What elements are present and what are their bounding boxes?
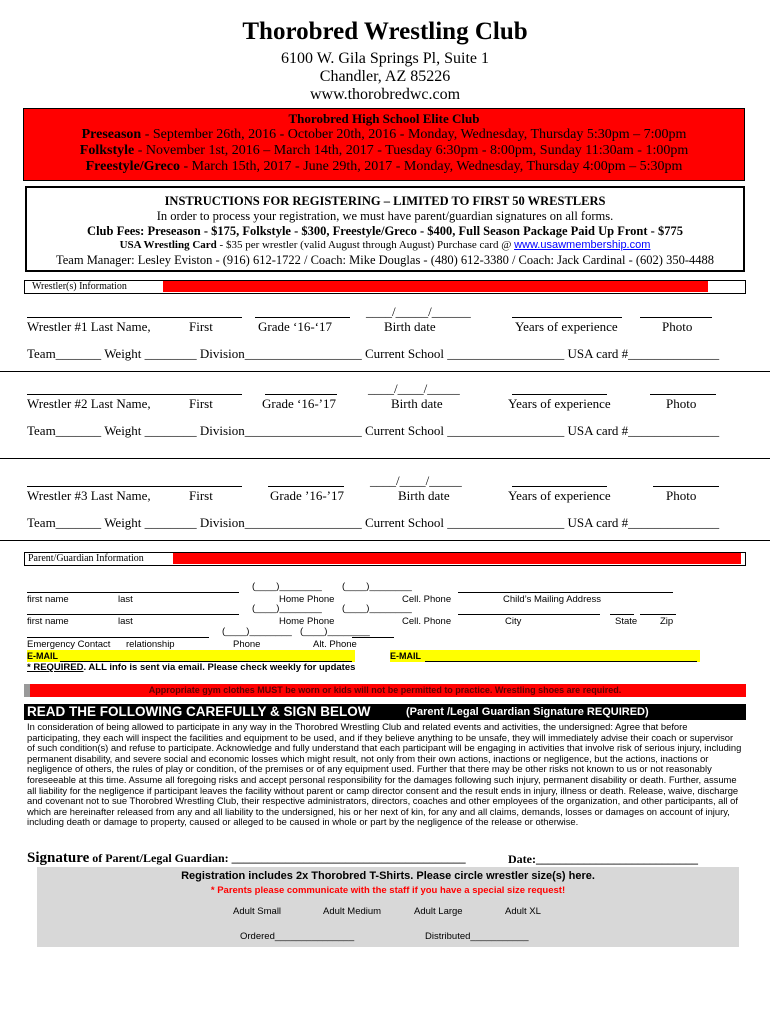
- parent1-name-line[interactable]: [27, 592, 239, 593]
- birth-date-blank[interactable]: ____/____/_____: [370, 473, 462, 488]
- zip-line[interactable]: [640, 614, 676, 615]
- first-label: First: [189, 488, 213, 503]
- last-name-line[interactable]: [27, 394, 242, 395]
- divider: [0, 458, 770, 459]
- home-phone-label: Home Phone: [279, 616, 335, 627]
- size-adult-large[interactable]: Adult Large: [414, 906, 463, 917]
- grade-line[interactable]: [268, 486, 344, 487]
- signature-label: Signature: [27, 850, 90, 866]
- years-line[interactable]: [512, 317, 622, 318]
- photo-line[interactable]: [650, 394, 716, 395]
- season-heading: Thorobred High School Elite Club: [288, 111, 480, 126]
- size-adult-xl[interactable]: Adult XL: [505, 906, 541, 917]
- wrestler-bar-fill: [163, 281, 708, 292]
- distributed-field[interactable]: Distributed___________: [425, 931, 529, 942]
- size-adult-small[interactable]: Adult Small: [233, 906, 282, 917]
- cell-phone-blank[interactable]: (____)________: [342, 603, 412, 614]
- years-experience-label: Years of experience: [515, 319, 618, 334]
- phone-blank[interactable]: (____)________: [222, 626, 292, 637]
- usa-card-label: USA Wrestling Card: [119, 239, 217, 251]
- years-line[interactable]: [512, 486, 607, 487]
- waiver-heading-bar: [24, 704, 746, 720]
- club-fees: Club Fees: Preseason - $175, Folkstyle - $300, Freestyle/Greco - $400, Full Season Package Paid Up Front - $775: [87, 224, 683, 238]
- birth-date-blank[interactable]: ____/_____/______: [366, 304, 471, 319]
- last-label: last: [118, 616, 133, 627]
- grade-label: Grade ‘16-‘17: [258, 319, 332, 334]
- required-text: . ALL info is sent via email. Please check weekly for updates: [83, 662, 356, 673]
- birth-date-blank[interactable]: ____/____/_____: [368, 381, 460, 396]
- birth-date-label: Birth date: [391, 396, 443, 411]
- size-adult-medium[interactable]: Adult Medium: [323, 906, 382, 917]
- freestyle-line: [24, 159, 744, 175]
- last-name-label: Wrestler #1 Last Name,: [27, 319, 151, 334]
- birth-date-label: Birth date: [398, 488, 450, 503]
- parent2-name-line[interactable]: [27, 614, 239, 615]
- waiver-heading: READ THE FOLLOWING CAREFULLY & SIGN BELOW: [27, 704, 371, 719]
- phone-label: Phone: [233, 639, 261, 650]
- instructions-box: [25, 186, 745, 272]
- team-weight-division-row[interactable]: Team_______ Weight ________ Division__________________ Current School __________________ USA card #______________: [27, 423, 720, 438]
- website: www.thorobredwc.com: [309, 86, 461, 103]
- email-underline-2: [425, 661, 697, 662]
- folkstyle-text: - November 1st, 2016 – March 14th, 2017 - Tuesday 6:30pm - 8:00pm, Sunday 11:30am - 1:00pm: [134, 143, 689, 158]
- photo-line[interactable]: [640, 317, 712, 318]
- mailing-address-line[interactable]: [458, 592, 673, 593]
- first-name-label: first name: [27, 594, 69, 605]
- freestyle-text: - March 15th, 2017 - June 29th, 2017 - Monday, Wednesday, Thursday 4:00pm – 5:30pm: [179, 159, 683, 174]
- tshirt-note: * Parents please communicate with the staff if you have a special size request!: [210, 885, 566, 896]
- home-phone-blank[interactable]: (____)________: [252, 603, 322, 614]
- relationship-label: relationship: [126, 639, 175, 650]
- preseason-text: - September 26th, 2016 - October 20th, 2016 - Monday, Wednesday, Thursday 5:30pm – 7:00pm: [141, 127, 687, 142]
- photo-label: Photo: [666, 488, 697, 503]
- home-phone-label: Home Phone: [279, 594, 335, 605]
- zip-label: Zip: [660, 616, 674, 627]
- years-line[interactable]: [512, 394, 607, 395]
- photo-label: Photo: [662, 319, 693, 334]
- first-label: First: [189, 396, 213, 411]
- preseason-line: [24, 127, 744, 143]
- usa-card-text: - $35 per wrestler (valid August through August) Purchase card @: [216, 239, 515, 251]
- emergency-contact-label: Emergency Contact: [27, 639, 111, 650]
- waiver-heading-note: (Parent /Legal Guardian Signature REQUIRED): [406, 706, 649, 718]
- email-label-2: E-MAIL: [390, 651, 421, 661]
- folkstyle-line: [24, 143, 744, 159]
- required-note: [27, 662, 355, 673]
- divider: [0, 371, 770, 372]
- season-schedule-box: [23, 108, 745, 181]
- last-label: last: [118, 594, 133, 605]
- cell-phone-label: Cell. Phone: [402, 594, 452, 605]
- first-label: First: [189, 319, 213, 334]
- instructions-line1: In order to process your registration, we must have parent/guardian signatures on all forms.: [156, 209, 614, 223]
- instructions-heading: INSTRUCTIONS FOR REGISTERING – LIMITED TO FIRST 50 WRESTLERS: [164, 194, 606, 208]
- parent-bar-label: Parent/Guardian Information: [28, 553, 144, 564]
- grade-line[interactable]: [255, 317, 350, 318]
- date-line[interactable]: Date:___________________________: [508, 852, 698, 866]
- last-name-line[interactable]: [27, 317, 242, 318]
- cell-phone-label: Cell. Phone: [402, 616, 452, 627]
- city-line[interactable]: [458, 614, 600, 615]
- alt-phone-blank[interactable]: (____)________: [300, 626, 370, 637]
- grade-label: Grade ‘16-’17: [262, 396, 336, 411]
- cell-phone-blank[interactable]: (____)________: [342, 581, 412, 592]
- parent-bar-fill: [173, 553, 741, 564]
- mailing-address-label: Child’s Mailing Address: [503, 594, 602, 605]
- last-name-label: Wrestler #3 Last Name,: [27, 488, 151, 503]
- signature-rest: of Parent/Legal Guardian: _______________________________________: [89, 851, 466, 865]
- emergency-contact-line[interactable]: [27, 637, 209, 638]
- gym-notice-text: Appropriate gym clothes MUST be worn or kids will not be permitted to practice. Wrestling shoes are required.: [148, 685, 622, 695]
- freestyle-label: Freestyle/Greco: [85, 159, 180, 174]
- years-experience-label: Years of experience: [508, 396, 611, 411]
- club-title: Thorobred Wrestling Club: [242, 18, 528, 45]
- signature-line[interactable]: [27, 849, 466, 867]
- email-label-1: E-MAIL: [27, 651, 58, 661]
- first-name-label: first name: [27, 616, 69, 627]
- city-label: City: [505, 616, 522, 627]
- divider: [0, 540, 770, 541]
- team-weight-division-row[interactable]: Team_______ Weight ________ Division__________________ Current School __________________ USA card #______________: [27, 515, 720, 530]
- years-experience-label: Years of experience: [508, 488, 611, 503]
- address-line-1: 6100 W. Gila Springs Pl, Suite 1: [280, 50, 490, 67]
- team-contacts: Team Manager: Lesley Eviston - (916) 612-1722 / Coach: Mike Douglas - (480) 612-3380 / Coach: Jack Cardinal - (602) 350-4488: [55, 253, 714, 267]
- waiver-body: In consideration of being allowed to participate in any way in the Thorobred Wrestling Club and related events and activities, the undersigned: Agree that before participating, they each will inspect the facilities and equipment to be used, and if they believe anything to be unsafe, they will immediately advise their coach or supervisor of such condition(s) and refuse to participate. Acknowledge and fully understand that each participant will be engaging in activities that involve risk of serious injury, including permanent disability, and severe social and economic losses which might result, not only from their own actions, inactions or negligence, but the actions, inactions or negligence of others, the rules of play or condition, of the premises or of any equipment used. Further that there may be other risks not known to us or not reasonably foreseeable at this time. Assume all foregoing risks and accept personal responsibility for the damages following such injury, permanent disability or death. Further, assume all liability for the negligence if participant leaves the facility without parent or camp director consent and the result ends in injury, illness or death. Release, waive, discharge and covenant not to sue Thorobred Wrestling Club, their respective administrators, directors, coaches and other employees of the organization, and other participants, all of which are hereinafter released from any and all liability to the undersigned, his or her next of kin, for any and all claims, demands, losses or damages on account of injury, including death or damage to property, caused or alleged to be caused in whole or part by the negligence of the release or otherwise.: [27, 721, 742, 828]
- ordered-field[interactable]: Ordered_______________: [240, 931, 355, 942]
- home-phone-blank[interactable]: (____)________: [252, 581, 322, 592]
- alt-phone-line-ext[interactable]: [352, 637, 394, 638]
- preseason-label: Preseason: [81, 127, 142, 142]
- grade-line[interactable]: [265, 394, 337, 395]
- usa-card-line: [27, 239, 743, 251]
- grade-label: Grade ’16-’17: [270, 488, 344, 503]
- folkstyle-label: Folkstyle: [79, 143, 135, 158]
- state-label: State: [615, 616, 638, 627]
- wrestler-bar-label: Wrestler(s) Information: [32, 281, 127, 292]
- state-line[interactable]: [610, 614, 634, 615]
- address-line-2: Chandler, AZ 85226: [319, 68, 451, 85]
- last-name-line[interactable]: [27, 486, 242, 487]
- usa-membership-link[interactable]: www.usawmembership.com: [514, 239, 651, 251]
- photo-line[interactable]: [653, 486, 719, 487]
- tshirt-heading: Registration includes 2x Thorobred T-Shirts. Please circle wrestler size(s) here.: [181, 870, 595, 882]
- alt-phone-label: Alt. Phone: [313, 639, 357, 650]
- required-label: * REQUIRED: [27, 662, 84, 673]
- photo-label: Photo: [666, 396, 697, 411]
- team-weight-division-row[interactable]: Team_______ Weight ________ Division__________________ Current School __________________ USA card #______________: [27, 346, 720, 361]
- last-name-label: Wrestler #2 Last Name,: [27, 396, 151, 411]
- birth-date-label: Birth date: [384, 319, 436, 334]
